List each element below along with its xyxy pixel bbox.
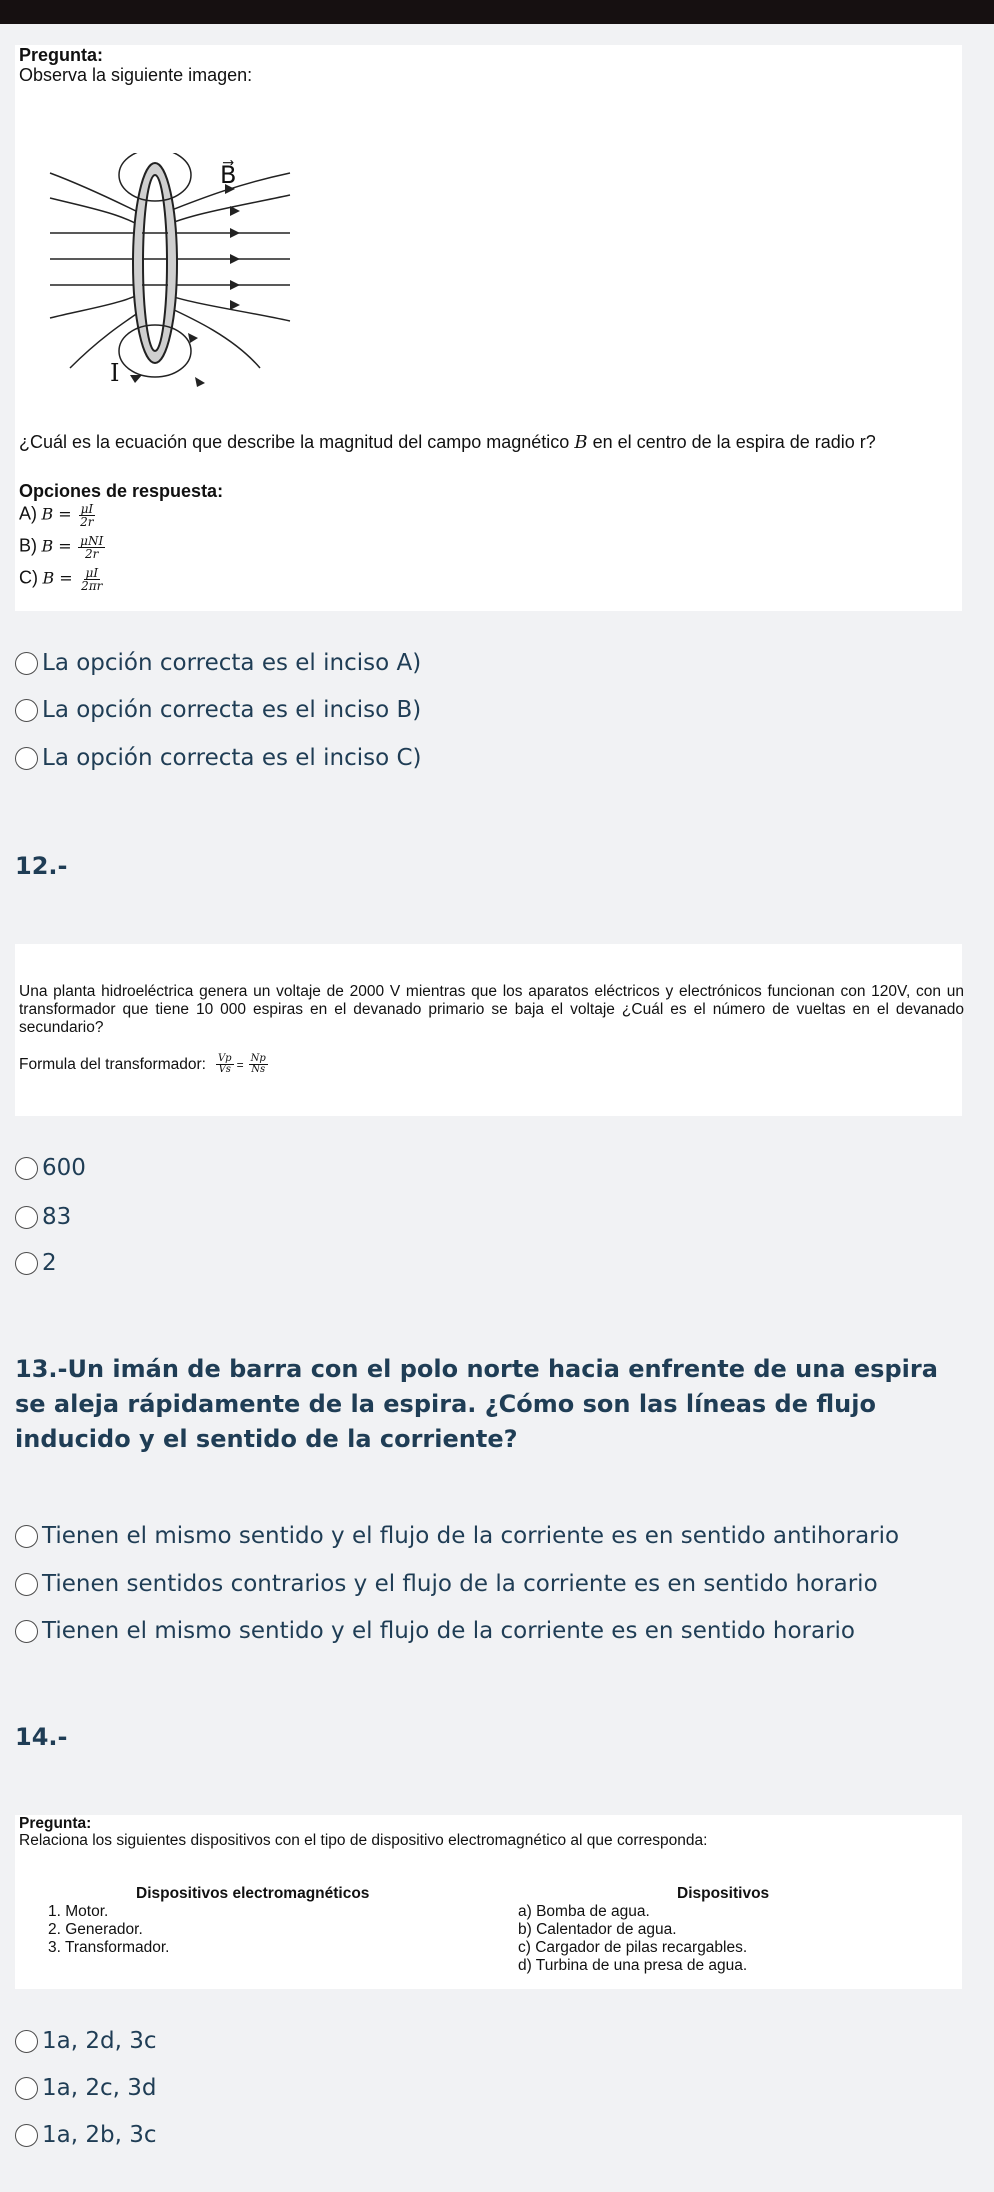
answer-option-q12-c[interactable]: 2	[15, 1248, 57, 1278]
left-column-header: Dispositivos electromagnéticos	[136, 1885, 370, 1902]
field-label: B⃗	[220, 161, 237, 189]
formula-option-b: B) B = $\frac{\text{μNI}}{2r}$	[19, 534, 104, 561]
radio-button[interactable]	[15, 1525, 38, 1548]
answer-option-q14-b[interactable]: 1a, 2c, 3d	[15, 2073, 156, 2103]
right-column-header: Dispositivos	[677, 1885, 770, 1902]
list-item: b) Calentador de agua.	[518, 1921, 677, 1938]
answer-option-q11-c[interactable]: La opción correcta es el inciso C)	[15, 743, 422, 773]
left-column-list	[48, 1903, 169, 1957]
formula-option-c: C) B = $\frac{\mu I}{2\pi r}$	[19, 566, 103, 593]
answer-option-q12-a[interactable]: 600	[15, 1153, 86, 1183]
options-label: Opciones de respuesta:	[19, 481, 224, 501]
question-intro: Relaciona los siguientes dispositivos con el tipo de dispositivo electromagnético al que corresponda:	[19, 1832, 708, 1849]
list-item: a) Bomba de agua.	[518, 1903, 650, 1920]
question-symbol: B	[574, 432, 588, 453]
radio-button[interactable]	[15, 2030, 38, 2053]
formula-option-a: A) B = $\frac{\mu I}{2r}$	[19, 502, 94, 529]
radio-button[interactable]	[15, 1573, 38, 1596]
question-card-14	[15, 1815, 962, 1989]
list-item: 3. Transformador.	[48, 1939, 170, 1956]
question-intro: Observa la siguiente imagen:	[19, 65, 253, 85]
current-loop-figure	[30, 153, 300, 413]
answer-option-q14-a[interactable]: 1a, 2d, 3c	[15, 2026, 156, 2056]
radio-button[interactable]	[15, 699, 38, 722]
answer-option-q14-c[interactable]: 1a, 2b, 3c	[15, 2120, 156, 2150]
list-item: c) Cargador de pilas recargables.	[518, 1939, 748, 1956]
answer-option-q11-a[interactable]: La opción correcta es el inciso A)	[15, 648, 421, 678]
question-number-14: 14.-	[15, 1723, 68, 1751]
radio-button[interactable]	[15, 652, 38, 675]
pregunta-label: Pregunta:	[19, 1815, 92, 1832]
list-item: d) Turbina de una presa de agua.	[518, 1957, 748, 1974]
answer-option-q13-c[interactable]: Tienen el mismo sentido y el flujo de la corriente es en sentido horario	[15, 1616, 855, 1646]
answer-option-q13-b[interactable]: Tienen sentidos contrarios y el flujo de la corriente es en sentido horario	[15, 1569, 878, 1599]
answer-option-q12-b[interactable]: 83	[15, 1202, 71, 1232]
radio-button[interactable]	[15, 1252, 38, 1275]
transformer-formula: Formula del transformador: $\frac{Vp}{Vs}$ = $\frac{Np}{Ns}$	[19, 1053, 266, 1075]
top-bar	[0, 0, 994, 24]
right-column-list	[518, 1903, 747, 1975]
question-card-12	[15, 944, 962, 1116]
question-number-12: 12.-	[15, 852, 68, 880]
question-text: Una planta hidroeléctrica genera un voltaje de 2000 V mientras que los aparatos eléctricos y electrónicos funcionan con 120V, con un transformador que tiene 10 000 espiras en el devanado primario se baja el voltaje ¿Cuál es el número de vueltas en el devanado secundario?	[19, 983, 964, 1036]
radio-button[interactable]	[15, 2077, 38, 2100]
question-card-11	[15, 45, 962, 611]
pregunta-label: Pregunta:	[19, 45, 104, 65]
radio-button[interactable]	[15, 747, 38, 770]
current-label: I	[110, 359, 120, 387]
answer-option-q11-b[interactable]: La opción correcta es el inciso B)	[15, 695, 421, 725]
radio-button[interactable]	[15, 2124, 38, 2147]
question-title-13: 13.-Un imán de barra con el polo norte hacia enfrente de una espira se aleja rápidamente de la espira. ¿Cómo son las líneas de flujo inducido y el sentido de la corriente?	[15, 1355, 938, 1453]
question-text: ¿Cuál es la ecuación que describe la magnitud del campo magnético B en el centro de la espira de radio r?	[19, 432, 876, 453]
radio-button[interactable]	[15, 1620, 38, 1643]
answer-option-q13-a[interactable]: Tienen el mismo sentido y el flujo de la corriente es en sentido antihorario	[15, 1521, 899, 1551]
radio-button[interactable]	[15, 1157, 38, 1180]
radio-button[interactable]	[15, 1206, 38, 1229]
list-item: 2. Generador.	[48, 1921, 143, 1938]
list-item: 1. Motor.	[48, 1903, 109, 1920]
